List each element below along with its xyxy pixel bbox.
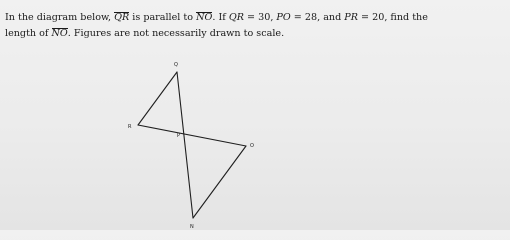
segment-no-label-2: NO [51,28,68,39]
vertex-q-label: Q [174,62,178,68]
problem-intro-text: In the diagram below, [5,12,115,23]
given-po-value: = 28, and [290,12,345,23]
given-po-var: PO [276,12,291,23]
problem-given-start: . If [212,12,229,23]
segment-no-label: NO [196,12,213,23]
problem-mid-text: is parallel to [129,12,197,23]
segment-qn-line [177,72,193,218]
problem-line2-end: . Figures are not necessarily drawn to scale. [67,28,285,39]
segment-ro-line [138,125,246,146]
segment-on-line [193,146,246,218]
given-qr-value: = 30, [243,12,277,23]
problem-line2-start: length of [5,28,52,39]
given-pr-var: PR [344,12,358,23]
segment-qr-line [138,72,177,125]
given-pr-value: = 20, find the [357,12,428,23]
segment-qr-label: QR [114,12,130,23]
vertex-n-label: N [190,224,194,230]
vertex-r-label: R [128,124,132,130]
vertex-p-label: P [177,133,181,139]
triangle-lines [138,72,246,218]
vertex-o-label: O [250,143,254,149]
given-qr-var: QR [228,12,244,23]
